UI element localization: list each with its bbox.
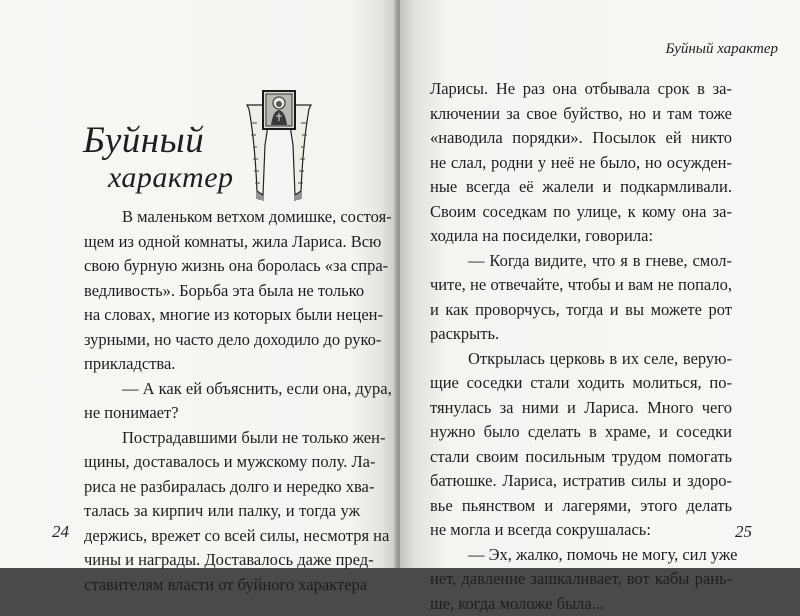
chapter-title	[83, 122, 234, 193]
text-line: нужно было сделать в храме, и соседки	[430, 420, 732, 445]
text-line: Пострадавшими были не только жен-	[84, 426, 360, 451]
text-line: раскрыть.	[430, 322, 732, 347]
text-line: Ларисы. Не раз она отбывала срок в за-	[430, 77, 732, 102]
text-line: держись, врежет со всей силы, несмотря на	[84, 524, 360, 549]
text-line: и как проворчусь, тогда и вы можете рот	[430, 298, 732, 323]
text-line: ключении за свое буйство, но и там тоже	[430, 102, 732, 127]
text-line: зурными, но часто дело доходило до руко-	[84, 328, 360, 353]
text-line: чины и награды. Доставалось даже пред-	[84, 548, 360, 573]
text-line: «наводила порядки». Посылок ей никто	[430, 126, 732, 151]
text-line: не могла и всегда сокрушалась:	[430, 518, 732, 543]
icon-illustration	[243, 83, 315, 203]
running-head: Буйный характер	[666, 41, 778, 58]
right-page-body	[430, 77, 732, 616]
text-line: ные всегда её жалели и подкармливали.	[430, 175, 732, 200]
text-line: В маленьком ветхом домишке, состоя-	[84, 205, 360, 230]
text-line: щие соседки стали ходить молиться, по-	[430, 371, 732, 396]
text-line: щины, доставалось и мужскому полу. Ла-	[84, 450, 360, 475]
text-line: стали своим посильным трудом помогать	[430, 445, 732, 470]
text-line: чите, не отвечайте, чтобы и вам не попало,	[430, 273, 732, 298]
page-number-right: 25	[735, 522, 752, 542]
text-line: на словах, многие из которых были нецен-	[84, 303, 360, 328]
text-line: талась за кирпич или палку, и тогда уж	[84, 499, 360, 524]
left-page	[0, 0, 397, 568]
text-line: риса не разбиралась долго и нередко хва-	[84, 475, 360, 500]
text-line: тянулась за ними и Лариса. Много чего	[430, 396, 732, 421]
text-line: вье пьянством и лагерями, этого делать	[430, 494, 732, 519]
left-page-body	[84, 205, 360, 597]
text-line: свою бурную жизнь она боролась «за спра-	[84, 254, 360, 279]
text-line: щем из одной комнаты, жила Лариса. Всю	[84, 230, 360, 255]
text-line: ше, когда моложе была...	[430, 592, 732, 616]
text-line: ставителям власти от буйного характера	[84, 573, 360, 598]
page-number-left: 24	[52, 522, 69, 542]
text-line: Открылась церковь в их селе, верую-	[430, 347, 732, 372]
chapter-title-line-2: характер	[108, 163, 234, 193]
right-page	[400, 0, 800, 568]
text-line: батюшке. Лариса, истратив силы и здоро-	[430, 469, 732, 494]
text-line: ходила на посиделки, говорила:	[430, 224, 732, 249]
text-line: прикладства.	[84, 352, 360, 377]
text-line: — Когда видите, что я в гневе, смол-	[430, 249, 732, 274]
chapter-title-line-1: Буйный	[83, 122, 234, 159]
text-line: ведливость». Борьба эта была не только	[84, 279, 360, 304]
text-line: нет, давление зашкаливает, вот кабы рань-	[430, 567, 732, 592]
text-line: — А как ей объяснить, если она, дура,	[84, 377, 360, 402]
text-line: Своим соседкам по улице, к кому она за-	[430, 200, 732, 225]
text-line: не слал, родни у неё не было, но осужден-	[430, 151, 732, 176]
text-line: — Эх, жалко, помочь не могу, сил уже	[430, 543, 732, 568]
text-line: не понимает?	[84, 401, 360, 426]
